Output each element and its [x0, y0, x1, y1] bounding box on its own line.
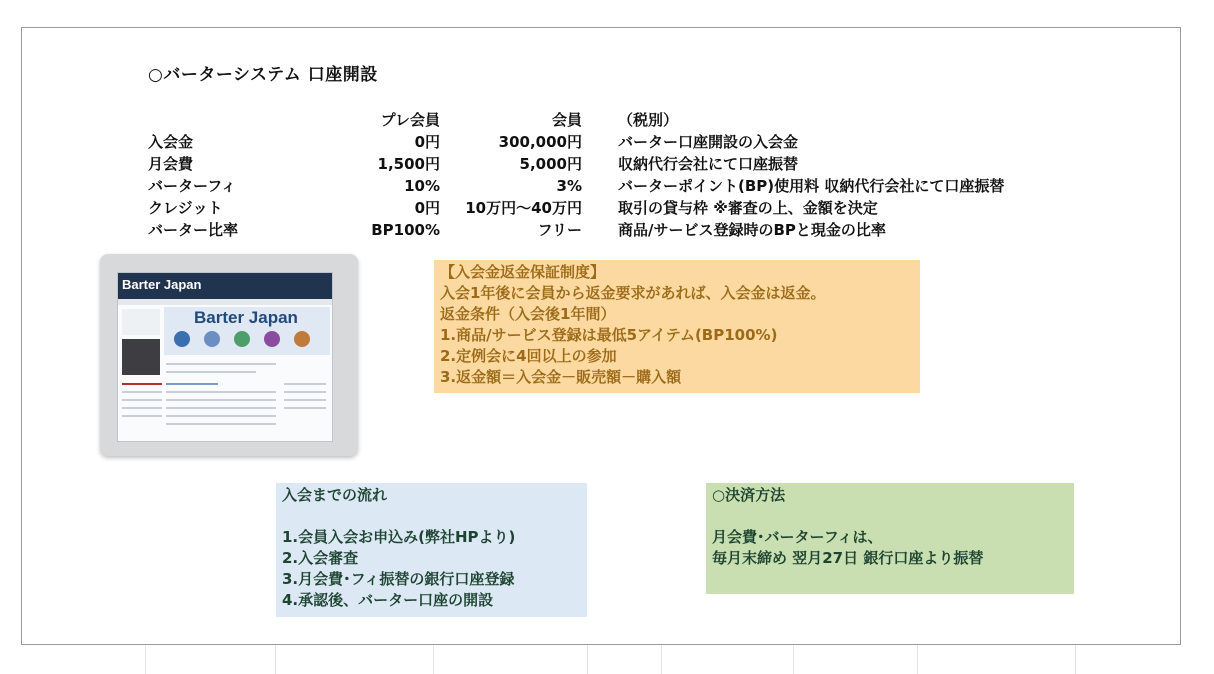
table-cell: 商品/サービス登録時のBPと現金の比率	[618, 221, 886, 239]
table-cell: 0円	[414, 199, 440, 217]
page-title: ○バーターシステム 口座開設	[148, 65, 378, 85]
banner-photo-icon	[204, 331, 220, 347]
table-cell: 5,000円	[519, 155, 582, 173]
banner-photo-icon	[174, 331, 190, 347]
site-text-line	[122, 415, 162, 417]
site-banner-brand: Barter Japan	[194, 308, 298, 327]
site-text-line	[122, 407, 162, 409]
guarantee-line: 入会1年後に会員から返金要求があれば、入会金は返金。	[440, 284, 826, 302]
payment-method-box	[706, 483, 1074, 594]
site-nav-bar	[118, 299, 332, 305]
site-text-line	[122, 391, 162, 393]
site-text-line	[166, 363, 276, 365]
header-member: 会員	[551, 111, 582, 129]
site-text-line	[166, 423, 276, 425]
table-cell: 10万円～40万円	[465, 199, 582, 217]
site-sidebar	[122, 309, 160, 335]
guarantee-line: 返金条件（入会後1年間）	[440, 305, 616, 323]
table-cell: フリー	[537, 221, 582, 239]
site-text-line	[284, 399, 326, 401]
guarantee-line: 3.返金額＝入会金－販売額－購入額	[440, 368, 682, 386]
payment-line: 毎月末締め 翌月27日 銀行口座より振替	[712, 549, 984, 567]
refund-guarantee-box	[434, 260, 920, 393]
header-pre-member: プレ会員	[380, 111, 440, 129]
site-text-line	[122, 399, 162, 401]
table-cell: 月会費	[148, 155, 194, 173]
site-text-line	[166, 407, 276, 409]
table-cell: 取引の貸与枠 ※審査の上、金額を決定	[618, 199, 878, 217]
site-text-line	[284, 383, 326, 385]
guarantee-line: 2.定例会に4回以上の参加	[440, 347, 617, 365]
flow-spacer	[282, 506, 581, 527]
site-text-line	[166, 391, 276, 393]
site-text-line	[284, 407, 326, 409]
join-flow-box	[276, 483, 587, 617]
site-text-line	[122, 383, 162, 385]
website-thumbnail	[100, 254, 358, 456]
site-text-line	[166, 383, 218, 385]
sheet-gridlines	[21, 645, 1181, 674]
payment-line: 月会費･バーターフィは、	[712, 528, 883, 546]
table-cell: バーターポイント(BP)使用料 収納代行会社にて口座振替	[618, 177, 1005, 195]
flow-title: 入会までの流れ	[282, 486, 388, 504]
flow-step: 3.月会費･フィ振替の銀行口座登録	[282, 570, 515, 588]
table-cell: バーター比率	[148, 221, 239, 239]
guarantee-title: 【入会金返金保証制度】	[440, 263, 606, 281]
site-logo: Barter Japan	[122, 277, 202, 292]
guarantee-line: 1.商品/サービス登録は最低5アイテム(BP100%)	[440, 326, 778, 344]
banner-photo-icon	[264, 331, 280, 347]
site-text-line	[166, 371, 256, 373]
table-cell: 10%	[404, 177, 440, 195]
table-cell: バーター口座開設の入会金	[618, 133, 799, 151]
table-cell: バーターフィ	[148, 177, 237, 195]
site-text-line	[284, 391, 326, 393]
table-cell: 3%	[556, 177, 582, 195]
table-cell: 300,000円	[498, 133, 582, 151]
table-cell: 0円	[414, 133, 440, 151]
site-text-line	[166, 415, 276, 417]
header-tax-note: （税別）	[618, 111, 679, 129]
flow-step: 4.承認後、バーター口座の開設	[282, 591, 494, 609]
flow-step: 2.入会審査	[282, 549, 359, 567]
flow-step: 1.会員入会お申込み(弊社HPより)	[282, 528, 516, 546]
table-cell: 1,500円	[377, 155, 440, 173]
table-cell: 入会金	[148, 133, 194, 151]
site-header-bar	[118, 273, 332, 299]
site-text-line	[166, 399, 276, 401]
site-banner	[164, 307, 330, 355]
table-cell: BP100%	[371, 221, 440, 239]
website-screenshot	[117, 272, 333, 442]
person-photo-icon	[122, 339, 160, 375]
banner-photo-icon	[294, 331, 310, 347]
banner-photo-icon	[234, 331, 250, 347]
table-cell: クレジット	[148, 199, 223, 217]
payment-title: ○決済方法	[712, 486, 786, 504]
table-cell: 収納代行会社にて口座振替	[618, 155, 799, 173]
payment-spacer	[712, 506, 1068, 527]
